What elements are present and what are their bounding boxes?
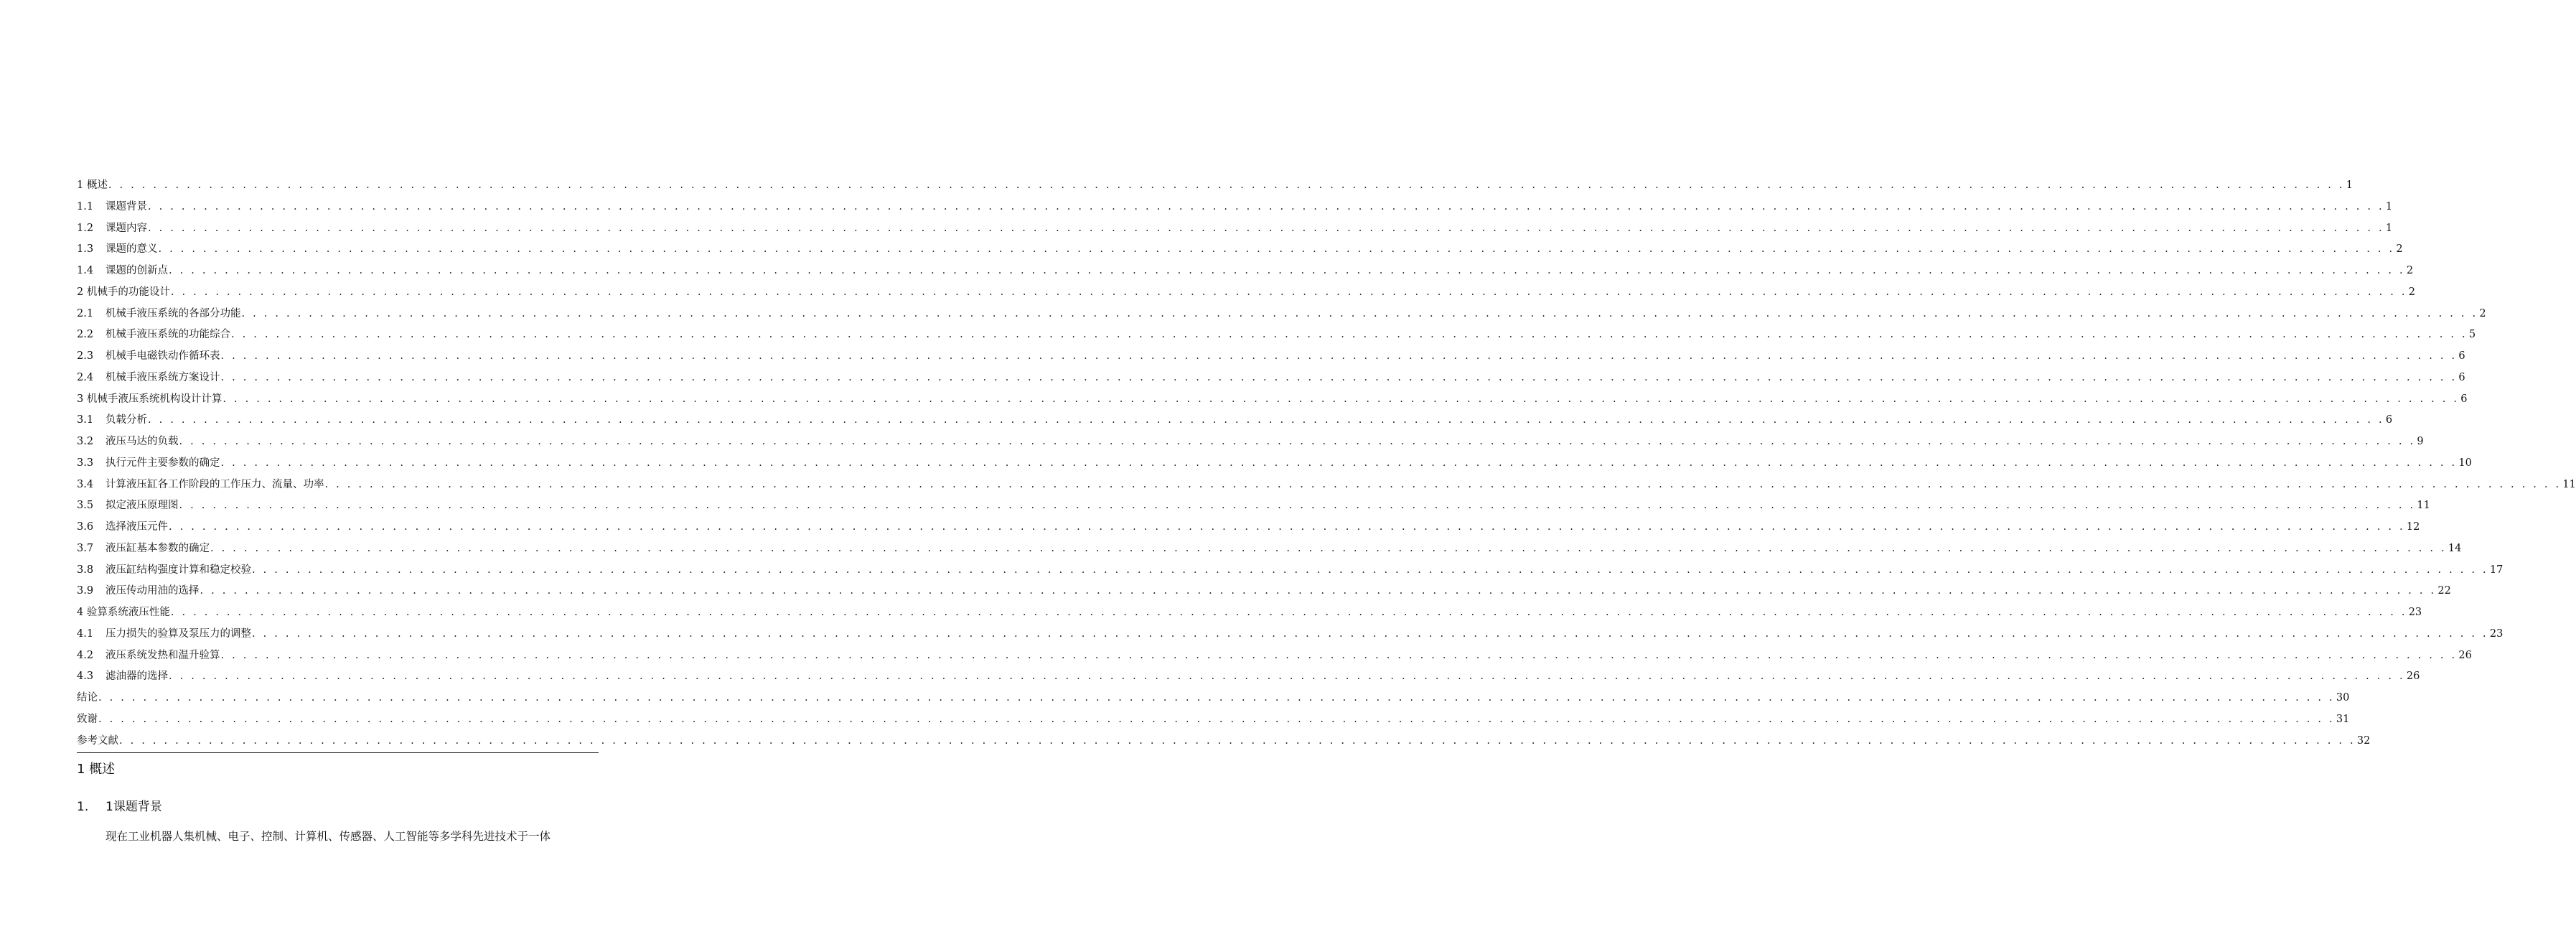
toc-entry[interactable] [77,602,2422,624]
section-number: 1. [77,800,89,814]
toc-entry-title: 机械手电磁铁动作循环表 [106,350,220,362]
toc-entry[interactable] [77,431,2424,453]
toc-dot-leader: . . . . . . . . . . . . . . . . . . . . . . . . . . . . . . . . . . . . . . . . . . . . . . . . . . . . . . . . . . . . . . . . . . . . . . . . . . . . . . . . . . . . . . . . . . . . . . . . . . . . . . . . . . . . . . . . . . . . . . . . . . . . . . . . . . . . . . . . . . . . . . . . . . . . . . . . . . . . . . . . . . . . . . . . . . . . . . . . . . . . . . . . . . . . . . . . . . . . . . . . [169,671,2405,683]
toc-entry-number: 2.1 [77,307,94,319]
toc-dot-leader: . . . . . . . . . . . . . . . . . . . . . . . . . . . . . . . . . . . . . . . . . . . . . . . . . . . . . . . . . . . . . . . . . . . . . . . . . . . . . . . . . . . . . . . . . . . . . . . . . . . . . . . . . . . . . . . . . . . . . . . . . . . . . . . . . . . . . . . . . . . . . . . . . . . . . . . . . . . . . . . . . . . . . . . . . . . . . . . . . . . . . . . . . . . . . . . . . . . . . . . . [223,393,2460,405]
toc-dot-leader: . . . . . . . . . . . . . . . . . . . . . . . . . . . . . . . . . . . . . . . . . . . . . . . . . . . . . . . . . . . . . . . . . . . . . . . . . . . . . . . . . . . . . . . . . . . . . . . . . . . . . . . . . . . . . . . . . . . . . . . . . . . . . . . . . . . . . . . . . . . . . . . . . . . . . . . . . . . . . . . . . . . . . . . . . . . . . . . . . . . . . . . . . . . . . . . . . . . . . . . . [252,627,2488,640]
toc-entry-number: 2.4 [77,371,94,383]
toc-entry-page: 1 [2346,179,2353,191]
chapter-heading [77,761,115,778]
toc-entry[interactable] [77,239,2403,261]
toc-entry-page: 6 [2460,393,2468,405]
toc-entry-page: 26 [2406,671,2420,683]
toc-entry-page: 1 [2385,222,2393,234]
toc-dot-leader: . . . . . . . . . . . . . . . . . . . . . . . . . . . . . . . . . . . . . . . . . . . . . . . . . . . . . . . . . . . . . . . . . . . . . . . . . . . . . . . . . . . . . . . . . . . . . . . . . . . . . . . . . . . . . . . . . . . . . . . . . . . . . . . . . . . . . . . . . . . . . . . . . . . . . . . . . . . . . . . . . . . . . . . . . . . . . . . . . . . . . . . . . . . . . . . . . . . . . . . . [220,649,2458,661]
toc-entry-number: 3.3 [77,457,94,469]
toc-entry-number: 1.4 [77,265,94,276]
toc-entry-title: 课题内容 [106,222,147,234]
toc-entry[interactable] [77,517,2420,538]
toc-dot-leader: . . . . . . . . . . . . . . . . . . . . . . . . . . . . . . . . . . . . . . . . . . . . . . . . . . . . . . . . . . . . . . . . . . . . . . . . . . . . . . . . . . . . . . . . . . . . . . . . . . . . . . . . . . . . . . . . . . . . . . . . . . . . . . . . . . . . . . . . . . . . . . . . . . . . . . . . . . . . . . . . . . . . . . . . . . . . . . . . . . . . . . . . . . . . . . . . . . . . . . . . [241,307,2478,319]
toc-dot-leader: . . . . . . . . . . . . . . . . . . . . . . . . . . . . . . . . . . . . . . . . . . . . . . . . . . . . . . . . . . . . . . . . . . . . . . . . . . . . . . . . . . . . . . . . . . . . . . . . . . . . . . . . . . . . . . . . . . . . . . . . . . . . . . . . . . . . . . . . . . . . . . . . . . . . . . . . . . . . . . . . . . . . . . . . . . . . . . . . . . . . . . . . . . . . . . . . . . . . . . . . [148,414,2384,426]
toc-entry-number: 1.3 [77,243,94,256]
toc-entry[interactable] [77,389,2468,411]
toc-entry-page: 12 [2406,521,2420,533]
toc-entry-number: 3.6 [77,521,94,533]
toc-entry-number: 1.1 [77,200,94,213]
chapter-number: 1 [77,762,90,777]
toc-entry-title: 液压缸基本参数的确定 [106,542,210,554]
toc-dot-leader: . . . . . . . . . . . . . . . . . . . . . . . . . . . . . . . . . . . . . . . . . . . . . . . . . . . . . . . . . . . . . . . . . . . . . . . . . . . . . . . . . . . . . . . . . . . . . . . . . . . . . . . . . . . . . . . . . . . . . . . . . . . . . . . . . . . . . . . . . . . . . . . . . . . . . . . . . . . . . . . . . . . . . . . . . . . . . . . . . . . . . . . . . . . . . . . . . . . . . . . . [179,500,2416,512]
toc-entry-title: 液压缸结构强度计算和稳定校验 [106,564,251,576]
toc-dot-leader: . . . . . . . . . . . . . . . . . . . . . . . . . . . . . . . . . . . . . . . . . . . . . . . . . . . . . . . . . . . . . . . . . . . . . . . . . . . . . . . . . . . . . . . . . . . . . . . . . . . . . . . . . . . . . . . . . . . . . . . . . . . . . . . . . . . . . . . . . . . . . . . . . . . . . . . . . . . . . . . . . . . . . . . . . . . . . . . . . . . . . . . . . . . . . . . . . . . . . . . . [220,371,2458,383]
table-of-contents [77,175,2576,752]
toc-entry-number: 3.5 [77,500,94,512]
toc-entry[interactable] [77,261,2414,282]
toc-entry[interactable] [77,324,2476,346]
toc-entry-page: 23 [2408,607,2422,618]
toc-entry-title: 概述 [86,179,108,191]
toc-entry[interactable] [77,666,2420,688]
toc-dot-leader: . . . . . . . . . . . . . . . . . . . . . . . . . . . . . . . . . . . . . . . . . . . . . . . . . . . . . . . . . . . . . . . . . . . . . . . . . . . . . . . . . . . . . . . . . . . . . . . . . . . . . . . . . . . . . . . . . . . . . . . . . . . . . . . . . . . . . . . . . . . . . . . . . . . . . . . . . . . . . . . . . . . . . . . . . . . . . . . . . . . . . . . . . . . . . . . . . . . . . . . . [231,329,2468,341]
toc-entry[interactable] [77,581,2451,602]
toc-entry-page: 2 [2396,243,2403,256]
toc-entry-title: 拟定液压原理图 [106,500,179,512]
toc-entry-title: 选择液压元件 [106,521,168,533]
toc-entry[interactable] [77,453,2472,475]
toc-entry-number: 2.3 [77,350,94,362]
toc-entry-number: 3 [77,393,87,405]
toc-dot-leader: . . . . . . . . . . . . . . . . . . . . . . . . . . . . . . . . . . . . . . . . . . . . . . . . . . . . . . . . . . . . . . . . . . . . . . . . . . . . . . . . . . . . . . . . . . . . . . . . . . . . . . . . . . . . . . . . . . . . . . . . . . . . . . . . . . . . . . . . . . . . . . . . . . . . . . . . . . . . . . . . . . . . . . . . . . . . . . . . . . . . . . . . . . . . . . . . . . . . . . . . [220,350,2458,362]
toc-entry-title: 机械手液压系统方案设计 [106,371,220,383]
toc-dot-leader: . . . . . . . . . . . . . . . . . . . . . . . . . . . . . . . . . . . . . . . . . . . . . . . . . . . . . . . . . . . . . . . . . . . . . . . . . . . . . . . . . . . . . . . . . . . . . . . . . . . . . . . . . . . . . . . . . . . . . . . . . . . . . . . . . . . . . . . . . . . . . . . . . . . . . . . . . . . . . . . . . . . . . . . . . . . . . . . . . . . . . . . . . . . . . . . . . . . . . . . . [220,457,2458,469]
toc-entry-title: 结论 [77,692,98,704]
toc-dot-leader: . . . . . . . . . . . . . . . . . . . . . . . . . . . . . . . . . . . . . . . . . . . . . . . . . . . . . . . . . . . . . . . . . . . . . . . . . . . . . . . . . . . . . . . . . . . . . . . . . . . . . . . . . . . . . . . . . . . . . . . . . . . . . . . . . . . . . . . . . . . . . . . . . . . . . . . . . . . . . . . . . . . . . . . . . . . . . . . . . . . . . . . . . . . . . . . . . . . . . . . . [170,607,2407,618]
toc-entry-page: 31 [2336,713,2350,725]
toc-entry-number: 4.2 [77,649,94,661]
toc-entry[interactable] [77,731,2371,752]
toc-entry-title: 验算系统液压性能 [86,607,170,618]
toc-entry-title: 机械手的功能设计 [86,286,170,298]
toc-entry-page: 5 [2468,329,2476,341]
section-heading [77,798,162,816]
toc-entry[interactable] [77,538,2462,560]
toc-entry-number: 3.1 [77,414,94,426]
toc-entry[interactable] [77,475,2576,496]
toc-entry-title: 负载分析 [106,414,147,426]
toc-entry-number: 2.2 [77,329,94,341]
toc-entry[interactable] [77,197,2393,218]
toc-dot-leader: . . . . . . . . . . . . . . . . . . . . . . . . . . . . . . . . . . . . . . . . . . . . . . . . . . . . . . . . . . . . . . . . . . . . . . . . . . . . . . . . . . . . . . . . . . . . . . . . . . . . . . . . . . . . . . . . . . . . . . . . . . . . . . . . . . . . . . . . . . . . . . . . . . . . . . . . . . . . . . . . . . . . . . . . . . . . . . . . . . . . . . . . . . . . . . . . . . . . . . . . [170,286,2407,298]
toc-entry-number: 4.1 [77,627,94,640]
toc-entry-title: 机械手液压系统的功能综合 [106,329,230,341]
body-paragraph: 现在工业机器人集机械、电子、控制、计算机、传感器、人工智能等多学科先进技术于一体 [106,830,551,843]
toc-entry-title: 计算液压缸各工作阶段的工作压力、流量、功率 [106,478,324,490]
toc-entry-number: 2 [77,286,87,298]
toc-entry-page: 11 [2562,478,2576,490]
toc-dot-leader: . . . . . . . . . . . . . . . . . . . . . . . . . . . . . . . . . . . . . . . . . . . . . . . . . . . . . . . . . . . . . . . . . . . . . . . . . . . . . . . . . . . . . . . . . . . . . . . . . . . . . . . . . . . . . . . . . . . . . . . . . . . . . . . . . . . . . . . . . . . . . . . . . . . . . . . . . . . . . . . . . . . . . . . . . . . . . . . . . . . . . . . . . . . . . . . . . . . . . . . . [169,521,2405,533]
toc-entry[interactable] [77,368,2465,389]
toc-entry-title: 机械手液压系统机构设计计算 [86,393,223,405]
toc-dot-leader: . . . . . . . . . . . . . . . . . . . . . . . . . . . . . . . . . . . . . . . . . . . . . . . . . . . . . . . . . . . . . . . . . . . . . . . . . . . . . . . . . . . . . . . . . . . . . . . . . . . . . . . . . . . . . . . . . . . . . . . . . . . . . . . . . . . . . . . . . . . . . . . . . . . . . . . . . . . . . . . . . . . . . . . . . . . . . . . . . . . . . . . . . . . . . . . . . . . . . . . . [98,713,2335,725]
section-title: 1课题背景 [106,800,162,814]
toc-dot-leader: . . . . . . . . . . . . . . . . . . . . . . . . . . . . . . . . . . . . . . . . . . . . . . . . . . . . . . . . . . . . . . . . . . . . . . . . . . . . . . . . . . . . . . . . . . . . . . . . . . . . . . . . . . . . . . . . . . . . . . . . . . . . . . . . . . . . . . . . . . . . . . . . . . . . . . . . . . . . . . . . . . . . . . . . . . . . . . . . . . . . . . . . . . . . . . . . . . . . . . . . [169,265,2405,276]
toc-entry-title: 滤油器的选择 [106,671,168,683]
toc-entry-page: 11 [2417,500,2430,512]
toc-entry[interactable] [77,495,2430,517]
toc-dot-leader: . . . . . . . . . . . . . . . . . . . . . . . . . . . . . . . . . . . . . . . . . . . . . . . . . . . . . . . . . . . . . . . . . . . . . . . . . . . . . . . . . . . . . . . . . . . . . . . . . . . . . . . . . . . . . . . . . . . . . . . . . . . . . . . . . . . . . . . . . . . . . . . . . . . . . . . . . . . . . . . . . . . . . . . . . . . . . . . . . . . . . . . . . . . . . . . . . . . . . . . . [179,436,2416,447]
toc-entry-page: 30 [2336,692,2350,704]
toc-dot-leader: . . . . . . . . . . . . . . . . . . . . . . . . . . . . . . . . . . . . . . . . . . . . . . . . . . . . . . . . . . . . . . . . . . . . . . . . . . . . . . . . . . . . . . . . . . . . . . . . . . . . . . . . . . . . . . . . . . . . . . . . . . . . . . . . . . . . . . . . . . . . . . . . . . . . . . . . . . . . . . . . . . . . . . . . . . . . . . . . . . . . . . . . . . . . . . . . . . . . . . . . [119,734,2356,747]
toc-entry-page: 23 [2489,627,2504,640]
toc-entry-page: 10 [2458,457,2472,469]
toc-dot-leader: . . . . . . . . . . . . . . . . . . . . . . . . . . . . . . . . . . . . . . . . . . . . . . . . . . . . . . . . . . . . . . . . . . . . . . . . . . . . . . . . . . . . . . . . . . . . . . . . . . . . . . . . . . . . . . . . . . . . . . . . . . . . . . . . . . . . . . . . . . . . . . . . . . . . . . . . . . . . . . . . . . . . . . . . . . . . . . . . . . . . . . . . . . . . . . . . . . . . . . . . [148,200,2384,213]
toc-entry[interactable] [77,304,2486,325]
chapter-title: 概述 [89,762,116,777]
toc-dot-leader: . . . . . . . . . . . . . . . . . . . . . . . . . . . . . . . . . . . . . . . . . . . . . . . . . . . . . . . . . . . . . . . . . . . . . . . . . . . . . . . . . . . . . . . . . . . . . . . . . . . . . . . . . . . . . . . . . . . . . . . . . . . . . . . . . . . . . . . . . . . . . . . . . . . . . . . . . . . . . . . . . . . . . . . . . . . . . . . . . . . . . . . . . . . . . . . . . . . . . . . . [324,478,2562,490]
toc-entry-number: 3.8 [77,564,94,576]
toc-entry-number: 4.3 [77,671,94,683]
toc-entry[interactable] [77,218,2393,240]
toc-entry[interactable] [77,645,2472,667]
toc-entry[interactable] [77,175,2353,197]
toc-entry-title: 课题的意义 [106,243,158,256]
toc-entry[interactable] [77,282,2415,304]
toc-entry[interactable] [77,624,2504,645]
toc-entry-title: 压力损失的验算及泵压力的调整 [106,627,251,640]
toc-entry-page: 9 [2417,436,2424,447]
toc-dot-leader: . . . . . . . . . . . . . . . . . . . . . . . . . . . . . . . . . . . . . . . . . . . . . . . . . . . . . . . . . . . . . . . . . . . . . . . . . . . . . . . . . . . . . . . . . . . . . . . . . . . . . . . . . . . . . . . . . . . . . . . . . . . . . . . . . . . . . . . . . . . . . . . . . . . . . . . . . . . . . . . . . . . . . . . . . . . . . . . . . . . . . . . . . . . . . . . . . . . . . . . . [210,542,2447,554]
toc-dot-leader: . . . . . . . . . . . . . . . . . . . . . . . . . . . . . . . . . . . . . . . . . . . . . . . . . . . . . . . . . . . . . . . . . . . . . . . . . . . . . . . . . . . . . . . . . . . . . . . . . . . . . . . . . . . . . . . . . . . . . . . . . . . . . . . . . . . . . . . . . . . . . . . . . . . . . . . . . . . . . . . . . . . . . . . . . . . . . . . . . . . . . . . . . . . . . . . . . . . . . . . . [200,585,2437,597]
toc-dot-leader: . . . . . . . . . . . . . . . . . . . . . . . . . . . . . . . . . . . . . . . . . . . . . . . . . . . . . . . . . . . . . . . . . . . . . . . . . . . . . . . . . . . . . . . . . . . . . . . . . . . . . . . . . . . . . . . . . . . . . . . . . . . . . . . . . . . . . . . . . . . . . . . . . . . . . . . . . . . . . . . . . . . . . . . . . . . . . . . . . . . . . . . . . . . . . . . . . . . . . . . . [98,692,2335,704]
toc-entry-number: 1.2 [77,222,94,234]
toc-entry-title: 执行元件主要参数的确定 [106,457,220,469]
toc-entry-title: 参考文献 [77,734,118,747]
toc-entry-page: 1 [2385,200,2393,213]
toc-entry-number: 3.9 [77,585,94,597]
toc-entry-number: 3.4 [77,478,94,490]
toc-dot-leader: . . . . . . . . . . . . . . . . . . . . . . . . . . . . . . . . . . . . . . . . . . . . . . . . . . . . . . . . . . . . . . . . . . . . . . . . . . . . . . . . . . . . . . . . . . . . . . . . . . . . . . . . . . . . . . . . . . . . . . . . . . . . . . . . . . . . . . . . . . . . . . . . . . . . . . . . . . . . . . . . . . . . . . . . . . . . . . . . . . . . . . . . . . . . . . . . . . . . . . . . [158,243,2395,256]
toc-entry-page: 22 [2437,585,2451,597]
toc-entry-number: 3.7 [77,542,94,554]
toc-entry-title: 液压传动用油的选择 [106,585,200,597]
toc-entry-title: 课题的创新点 [106,265,168,276]
toc-dot-leader: . . . . . . . . . . . . . . . . . . . . . . . . . . . . . . . . . . . . . . . . . . . . . . . . . . . . . . . . . . . . . . . . . . . . . . . . . . . . . . . . . . . . . . . . . . . . . . . . . . . . . . . . . . . . . . . . . . . . . . . . . . . . . . . . . . . . . . . . . . . . . . . . . . . . . . . . . . . . . . . . . . . . . . . . . . . . . . . . . . . . . . . . . . . . . . . . . . . . . . . . [252,564,2488,576]
toc-entry[interactable] [77,346,2465,368]
toc-entry-page: 6 [2385,414,2393,426]
toc-entry-page: 6 [2458,371,2465,383]
toc-entry-title: 致谢 [77,713,98,725]
toc-entry-page: 14 [2448,542,2462,554]
toc-entry[interactable] [77,560,2504,582]
toc-entry[interactable] [77,709,2350,731]
toc-entry-page: 17 [2489,564,2504,576]
toc-entry-title: 液压马达的负载 [106,436,179,447]
toc-entry-title: 课题背景 [106,200,147,213]
toc-entry[interactable] [77,410,2393,431]
toc-entry[interactable] [77,688,2350,709]
toc-divider [77,752,599,753]
toc-entry-page: 2 [2406,265,2414,276]
toc-entry-page: 6 [2458,350,2465,362]
toc-dot-leader: . . . . . . . . . . . . . . . . . . . . . . . . . . . . . . . . . . . . . . . . . . . . . . . . . . . . . . . . . . . . . . . . . . . . . . . . . . . . . . . . . . . . . . . . . . . . . . . . . . . . . . . . . . . . . . . . . . . . . . . . . . . . . . . . . . . . . . . . . . . . . . . . . . . . . . . . . . . . . . . . . . . . . . . . . . . . . . . . . . . . . . . . . . . . . . . . . . . . . . . . [148,222,2384,234]
toc-entry-page: 32 [2356,734,2371,747]
toc-entry-page: 26 [2458,649,2472,661]
toc-entry-page: 2 [2479,307,2486,319]
toc-entry-number: 4 [77,607,87,618]
toc-entry-title: 液压系统发热和温升验算 [106,649,220,661]
toc-entry-title: 机械手液压系统的各部分功能 [106,307,241,319]
toc-entry-number: 3.2 [77,436,94,447]
toc-dot-leader: . . . . . . . . . . . . . . . . . . . . . . . . . . . . . . . . . . . . . . . . . . . . . . . . . . . . . . . . . . . . . . . . . . . . . . . . . . . . . . . . . . . . . . . . . . . . . . . . . . . . . . . . . . . . . . . . . . . . . . . . . . . . . . . . . . . . . . . . . . . . . . . . . . . . . . . . . . . . . . . . . . . . . . . . . . . . . . . . . . . . . . . . . . . . . . . . . . . . . . . . [108,179,2345,191]
toc-entry-page: 2 [2408,286,2415,298]
toc-entry-number: 1 [77,179,87,191]
